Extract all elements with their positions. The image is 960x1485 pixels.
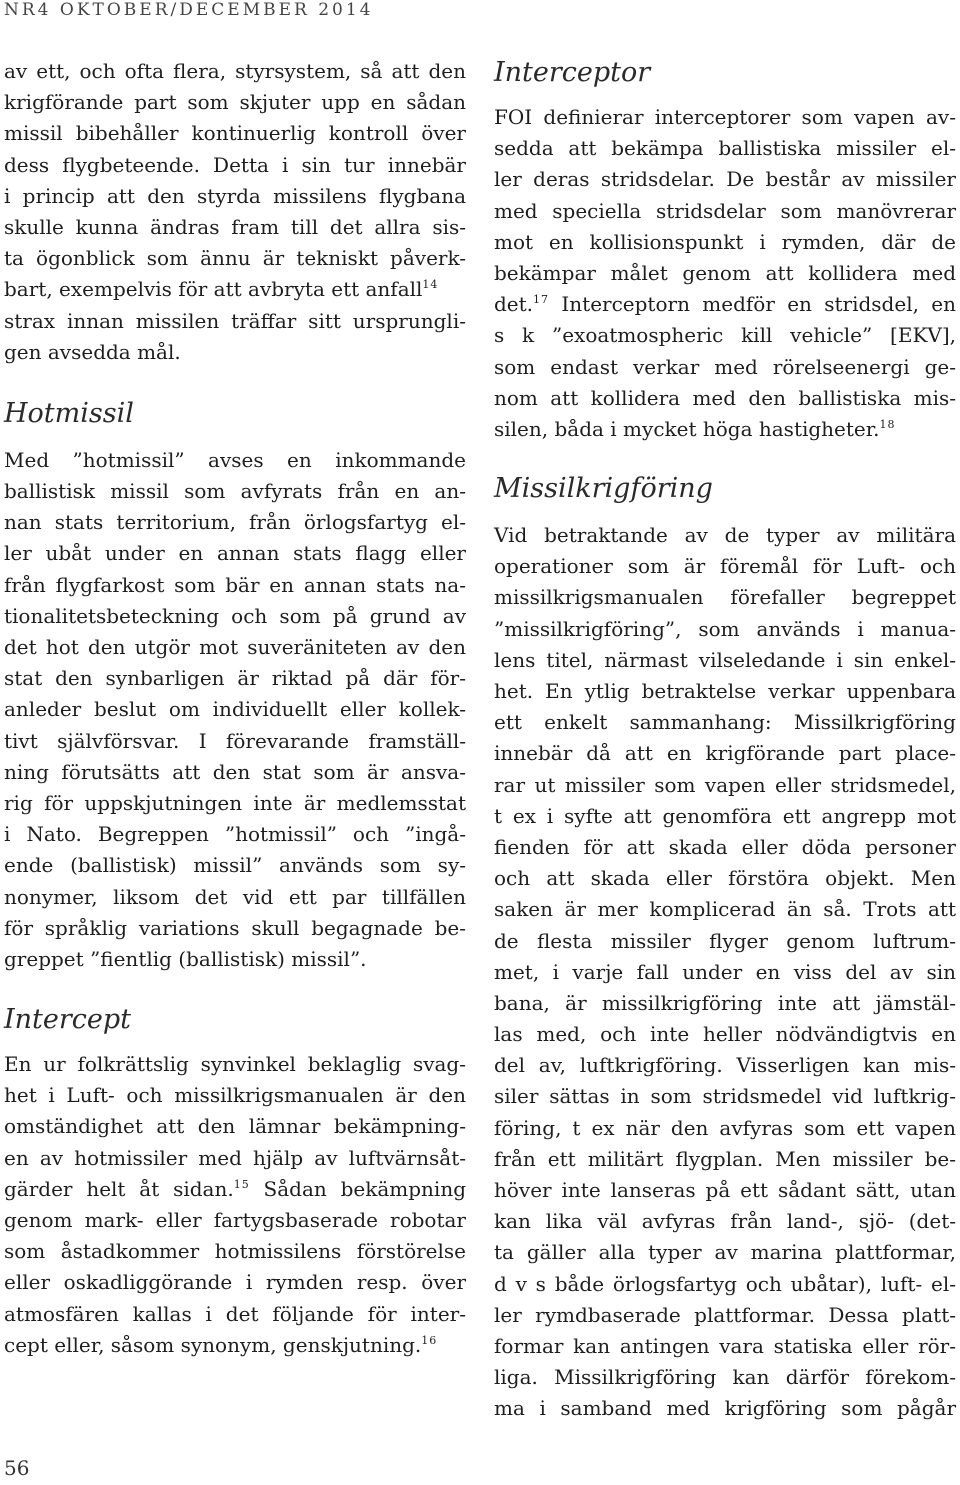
text-span: cept eller, såsom synonym, genskjutning. bbox=[4, 1332, 422, 1357]
text-line: d v s både örlogsfartyg och ubåtar), luft- el- bbox=[494, 1271, 956, 1296]
text-line: Vid betraktande av de typer av militära bbox=[494, 523, 956, 548]
footnote-ref-14[interactable]: 14 bbox=[422, 278, 439, 292]
text-line: som åstadkommer hotmissilens förstörelse bbox=[4, 1239, 466, 1264]
text-line: de flesta missiler flyger genom luftrum- bbox=[494, 928, 956, 953]
text-line: anleder beslut om individuellt eller kollek- bbox=[4, 697, 466, 722]
footnote-ref-18[interactable]: 18 bbox=[879, 417, 896, 431]
text-line: FOI definierar interceptorer som vapen av- bbox=[494, 105, 956, 129]
text-line bbox=[4, 274, 466, 305]
text-line: och att skada eller förstöra objekt. Men bbox=[494, 866, 956, 891]
section-heading-intercept: Intercept bbox=[4, 1004, 132, 1036]
left-column bbox=[4, 56, 466, 1361]
text-line bbox=[494, 414, 956, 445]
text-line: i princip att den styrda missilens flygbana bbox=[4, 183, 466, 208]
text-line: eller oskadliggörande i rymden resp. över bbox=[4, 1270, 466, 1295]
text-line: ler ubåt under en annan stats flagg eller bbox=[4, 541, 466, 566]
hotmissil-paragraph bbox=[4, 445, 466, 975]
text-line: nonymer, liksom det vid ett par tillfällen bbox=[4, 884, 466, 909]
text-line: ma i samband med krigföring som pågår bbox=[494, 1396, 956, 1421]
text-line: strax innan missilen träffar sitt ursprungli- bbox=[4, 308, 466, 333]
text-line: siler sättas in som stridsmedel vid luftkrig- bbox=[494, 1084, 956, 1109]
text-line: missilkrigsmanualen förefaller begreppet bbox=[494, 585, 956, 610]
text-line: med speciella stridsdelar som manövrerar bbox=[494, 198, 956, 223]
text-line: mot en kollisionspunkt i rymden, där de bbox=[494, 229, 956, 254]
missilkrigforing-paragraph bbox=[494, 520, 956, 1424]
text-line: sedda att bekämpa ballistiska missiler el- bbox=[494, 136, 956, 161]
text-line: i Nato. Begreppen ”hotmissil” och ”ingå- bbox=[4, 822, 466, 847]
text-span: det. bbox=[494, 292, 534, 317]
text-line: bekämpar målet genom att kollidera med bbox=[494, 260, 956, 285]
footnote-ref-17[interactable]: 17 bbox=[533, 293, 550, 307]
intercept-paragraph bbox=[4, 1049, 466, 1361]
text-line: rig för uppskjutningen inte är medlemsstat bbox=[4, 790, 466, 815]
text-line: del av, luftkrigföring. Visserligen kan mis- bbox=[494, 1053, 956, 1078]
text-line: ballistisk missil som avfyrats från en an- bbox=[4, 479, 466, 504]
text-line bbox=[4, 1174, 466, 1205]
text-line: ler deras stridsdelar. De består av missiler bbox=[494, 167, 956, 192]
text-line: skulle kunna ändras fram till det allra sis- bbox=[4, 214, 466, 239]
text-line: greppet ”fientlig (ballistisk) missil”. bbox=[4, 946, 367, 971]
text-line: s k ”exoatmospheric kill vehicle” [EKV], bbox=[494, 323, 956, 348]
text-line: t ex i syfte att genomföra ett angrepp mot bbox=[494, 803, 956, 828]
text-line: innebär då att en krigförande part place- bbox=[494, 741, 956, 766]
text-line: omständighet att den lämnar bekämpning- bbox=[4, 1114, 466, 1139]
text-line: saken är mer komplicerad än så. Trots att bbox=[494, 897, 956, 922]
text-line: het i Luft- och missilkrigsmanualen är den bbox=[4, 1083, 466, 1108]
text-line bbox=[494, 289, 956, 320]
text-span: silen, båda i mycket höga hastigheter. bbox=[494, 416, 880, 441]
text-line: bana, är missilkrigföring inte att jämstäl- bbox=[494, 990, 956, 1015]
intro-paragraph bbox=[4, 56, 466, 368]
text-line: gen avsedda mål. bbox=[4, 339, 181, 364]
text-line: ”missilkrigföring”, som används i manua- bbox=[494, 616, 956, 641]
text-line: het. En ytlig betraktelse verkar uppenbara bbox=[494, 679, 956, 703]
text-line: ler rymdbaserade plattformar. Dessa platt- bbox=[494, 1302, 956, 1327]
running-head: NR4 OKTOBER/DECEMBER 2014 bbox=[4, 0, 374, 20]
text-line: fienden för att skada eller döda personer bbox=[494, 834, 956, 859]
text-line: höver inte lanseras på ett sådant sätt, utan bbox=[494, 1178, 956, 1202]
page-number: 56 bbox=[4, 1456, 30, 1480]
text-span: Sådan bekämpning bbox=[249, 1176, 466, 1201]
text-line: ning förutsätts att den stat som är ansva- bbox=[4, 759, 466, 784]
text-line: från flygfarkost som bär en annan stats na- bbox=[4, 572, 466, 597]
text-line: tivt självförsvar. I förevarande framställ- bbox=[4, 728, 466, 753]
text-line: som endast verkar med rörelseenergi ge- bbox=[494, 354, 956, 379]
text-line: ta gäller alla typer av marina plattformar, bbox=[494, 1240, 956, 1265]
text-line: en av hotmissiler med hjälp av luftvärnsåt- bbox=[4, 1145, 466, 1170]
text-line: nom att kollidera med den ballistiska mis- bbox=[494, 385, 956, 410]
text-line: formar kan antingen vara statiska eller rör- bbox=[494, 1333, 956, 1358]
text-line: av ett, och ofta flera, styrsystem, så att den bbox=[4, 59, 466, 83]
text-line: ende (ballistisk) missil” används som sy- bbox=[4, 853, 466, 878]
text-line: föring, t ex när den avfyras som ett vapen bbox=[494, 1115, 956, 1140]
text-line: missil bibehåller kontinuerlig kontroll över bbox=[4, 121, 466, 146]
text-line bbox=[4, 1330, 466, 1361]
text-line: stat den synbarligen är riktad på där för- bbox=[4, 666, 466, 691]
section-heading-missilkrigforing: Missilkrigföring bbox=[494, 473, 713, 505]
text-line: tionalitetsbeteckning och som på grund av bbox=[4, 603, 466, 628]
text-line: ett enkelt sammanhang: Missilkrigföring bbox=[494, 710, 956, 735]
text-line: för språklig variations skull begagnade be- bbox=[4, 915, 466, 940]
text-line: dess flygbeteende. Detta i sin tur innebär bbox=[4, 152, 466, 177]
text-line: kan lika väl avfyras från land-, sjö- (det- bbox=[494, 1209, 956, 1234]
text-line: från ett militärt flygplan. Men missiler be- bbox=[494, 1146, 956, 1171]
text-line: operationer som är föremål för Luft- och bbox=[494, 554, 956, 579]
text-line: Med ”hotmissil” avses en inkommande bbox=[4, 447, 466, 472]
section-heading-hotmissil: Hotmissil bbox=[4, 397, 134, 429]
section-heading-interceptor: Interceptor bbox=[494, 57, 651, 88]
text-line: atmosfären kallas i det följande för inter- bbox=[4, 1301, 466, 1326]
text-line: ta ögonblick som ännu är tekniskt påverk- bbox=[4, 246, 466, 271]
footnote-ref-15[interactable]: 15 bbox=[233, 1177, 250, 1191]
text-line: krigförande part som skjuter upp en sådan bbox=[4, 90, 466, 115]
text-line: det hot den utgör mot suveräniteten av den bbox=[4, 635, 466, 659]
text-span: gärder helt åt sidan. bbox=[4, 1176, 234, 1201]
footnote-ref-16[interactable]: 16 bbox=[421, 1333, 438, 1347]
text-span: bart, exempelvis för att avbryta ett anfall bbox=[4, 277, 423, 302]
text-line: liga. Missilkrigföring kan därför förekom- bbox=[494, 1365, 956, 1390]
interceptor-paragraph bbox=[494, 102, 956, 445]
text-line: rar ut missiler som vapen eller stridsmedel, bbox=[494, 772, 956, 797]
text-line: met, i varje fall under en viss del av sin bbox=[494, 959, 956, 984]
text-line: genom mark- eller fartygsbaserade robotar bbox=[4, 1208, 466, 1232]
text-line: nan stats territorium, från örlogsfartyg el- bbox=[4, 510, 466, 535]
text-span: Interceptorn medför en stridsdel, en bbox=[549, 292, 956, 317]
text-line: lens titel, närmast vilseledande i sin enkel- bbox=[494, 647, 956, 672]
right-column bbox=[494, 56, 956, 1425]
text-line: En ur folkrättslig synvinkel beklaglig svag- bbox=[4, 1052, 466, 1077]
text-line: las med, och inte heller nödvändigtvis en bbox=[494, 1022, 956, 1047]
